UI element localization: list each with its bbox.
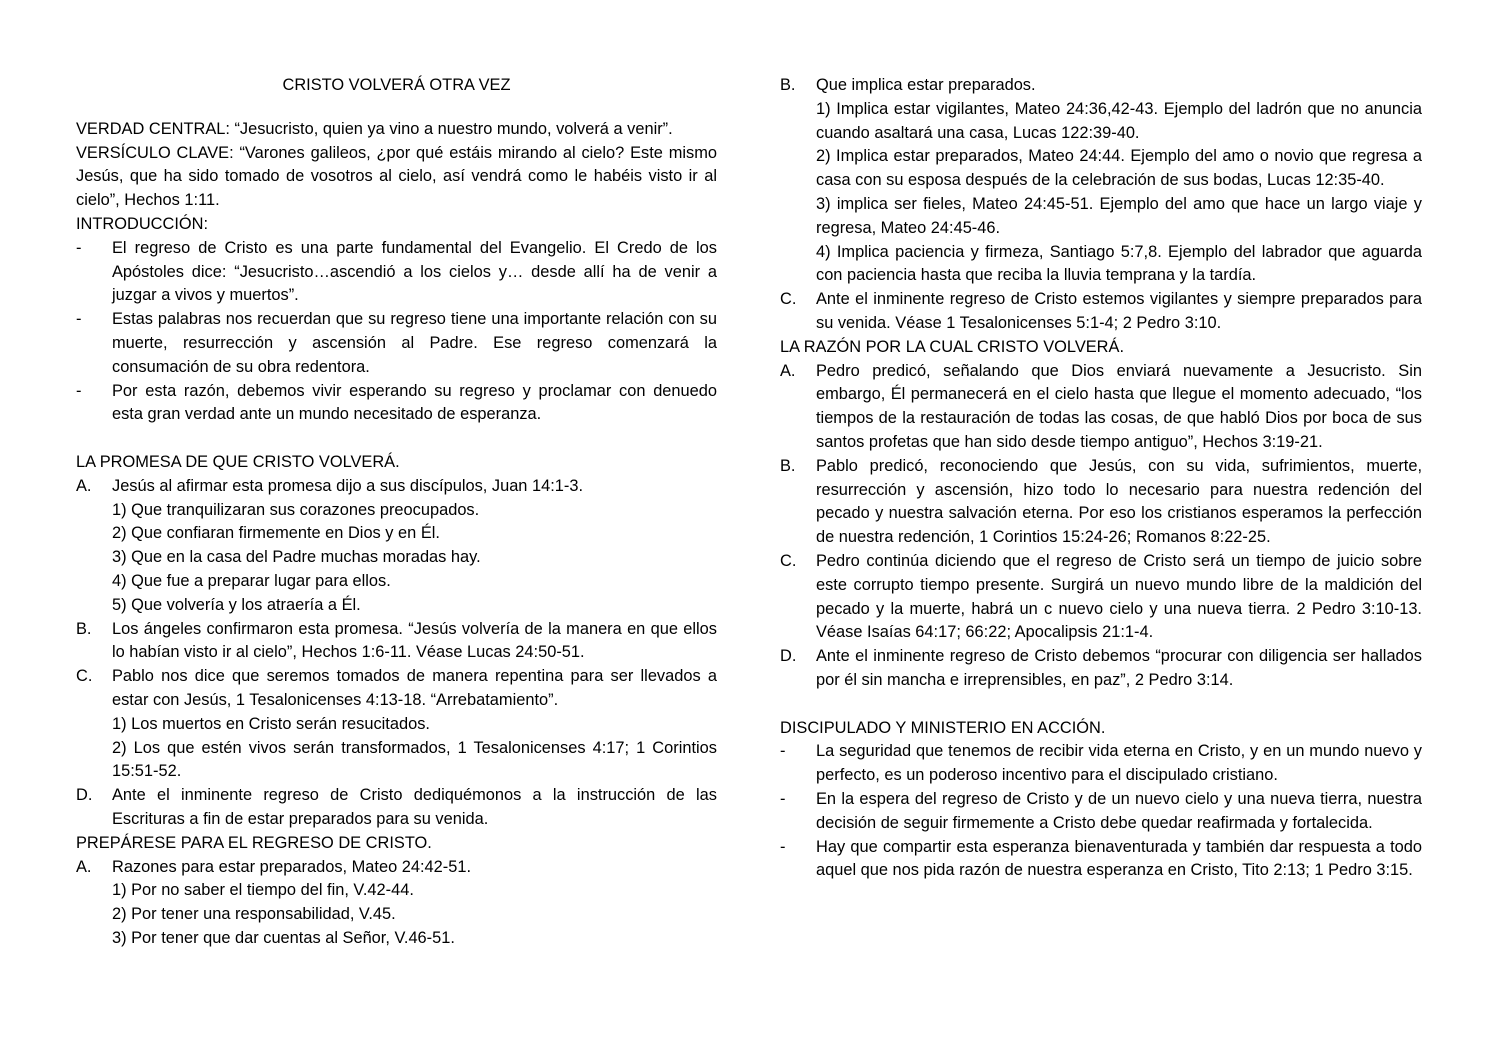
intro-item: - Por esta razón, debemos vivir esperando su regreso y proclamar con denuedo esta gran verdad ante un mundo necesitado de esperanza.	[76, 381, 717, 424]
verdad-central: VERDAD CENTRAL: “Jesucristo, quien ya vino a nuestro mundo, volverá a venir”.	[76, 119, 673, 138]
prepare-item-c: C. Ante el inminente regreso de Cristo estemos vigilantes y siempre preparados para su venida. Véase 1 Tesalonicenses 5:1-4; 2 Pedro 3:10.	[780, 290, 1422, 332]
promesa-c-sub: 2) Los que estén vivos serán transformados, 1 Tesalonicenses 4:17; 1 Corintios 15:51-52.	[112, 738, 717, 781]
razon-heading: LA RAZÓN POR LA CUAL CRISTO VOLVERÁ.	[780, 337, 1125, 356]
discipulado-heading: DISCIPULADO Y MINISTERIO EN ACCIÓN.	[780, 718, 1106, 737]
versiculo-clave: VERSÍCULO CLAVE: “Varones galileos, ¿por qué estáis mirando al cielo? Este mismo Jesús, que ha sido tomado de vosotros al cielo, así vendrá como le habéis visto ir al cielo”, Hechos 1:11.	[76, 143, 717, 210]
document-title: CRISTO VOLVERÁ OTRA VEZ	[282, 76, 511, 94]
intro-heading: INTRODUCCIÓN:	[76, 214, 209, 233]
razon-item-a: A. Pedro predicó, señalando que Dios enviará nuevamente a Jesucristo. Sin embargo, Él permanecerá en el cielo hasta que llegue el momento adecuado, “los tiempos de la restauración de todas las cosas, de que habló Dios por boca de sus santos profetas que han sido desde tiempo antiguo”, Hechos 3:19-21.	[780, 361, 1422, 451]
prepare-item-b: B. Que implica estar preparados.	[780, 76, 1036, 94]
prepare-b-sub: 1) Implica estar vigilantes, Mateo 24:36,42-43. Ejemplo del ladrón que no anuncia cuando asaltará una casa, Lucas 122:39-40.	[816, 99, 1422, 142]
razon-item-c: C. Pedro continúa diciendo que el regreso de Cristo será un tiempo de juicio sobre este corrupto tiempo presente. Surgirá un nuevo mundo libre de la maldición del pecado y la muerte, habrá un c nuevo cielo y una nueva tierra. 2 Pedro 3:10-13. Véase Isaías 64:17; 66:22; Apocalipsis 21:1-4.	[780, 551, 1422, 642]
prepare-item-a: A. Razones para estar preparados, Mateo 24:42-51.	[76, 857, 471, 876]
prepare-a-sub: 3) Por tener que dar cuentas al Señor, V.46-51.	[112, 928, 455, 947]
razon-item-d: D. Ante el inminente regreso de Cristo debemos “procurar con diligencia ser hallados por él sin mancha e irreprensibles, en paz”, 2 Pedro 3:14.	[780, 647, 1422, 689]
promesa-a-sub: 1) Que tranquilizaran sus corazones preocupados.	[112, 500, 480, 519]
promesa-item-c: C. Pablo nos dice que seremos tomados de manera repentina para ser llevados a estar con Jesús, 1 Tesalonicenses 4:13-18. “Arrebatamiento”.	[76, 667, 717, 709]
prepare-a-sub: 2) Por tener una responsabilidad, V.45.	[112, 905, 396, 924]
intro-item: - El regreso de Cristo es una parte fundamental del Evangelio. El Credo de los Apóstoles dice: “Jesucristo…ascendió a los cielos y… desde allí ha de venir a juzgar a vivos y muertos”.	[76, 238, 717, 305]
discipulado-item: - Hay que compartir esta esperanza bienaventurada y también dar respuesta a todo aquel que nos pida razón de nuestra esperanza en Cristo, Tito 2:13; 1 Pedro 3:15.	[780, 837, 1422, 880]
prepare-b-sub: 3) implica ser fieles, Mateo 24:45-51. Ejemplo del amo que hace un largo viaje y regresa, Mateo 24:45-46.	[816, 194, 1422, 237]
right-column	[780, 74, 1422, 883]
prepare-a-sub: 1) Por no saber el tiempo del fin, V.42-44.	[112, 881, 414, 900]
promesa-heading: LA PROMESA DE QUE CRISTO VOLVERÁ.	[76, 452, 400, 471]
left-column	[76, 74, 717, 951]
intro-item: - Estas palabras nos recuerdan que su regreso tiene una importante relación con su muerte, resurrección y ascensión al Padre. Ese regreso comenzará la consumación de su obra redentora.	[76, 310, 717, 376]
promesa-c-sub: 1) Los muertos en Cristo serán resucitados.	[112, 714, 430, 733]
discipulado-item: - La seguridad que tenemos de recibir vida eterna en Cristo, y en un mundo nuevo y perfecto, es un poderoso incentivo para el discipulado cristiano.	[780, 742, 1422, 785]
razon-item-b: B. Pablo predicó, reconociendo que Jesús, con su vida, sufrimientos, muerte, resurrección y ascensión, hizo todo lo necesario para nuestra redención del pecado y nuestra salvación eterna. Por eso los cristianos esperamos la perfección de nuestra redención, 1 Corintios 15:24-26; Romanos 8:22-25.	[780, 456, 1422, 547]
promesa-a-sub: 3) Que en la casa del Padre muchas moradas hay.	[112, 548, 481, 567]
promesa-item-a: A. Jesús al afirmar esta promesa dijo a sus discípulos, Juan 14:1-3.	[76, 476, 584, 495]
prepare-b-sub: 4) Implica paciencia y firmeza, Santiago 5:7,8. Ejemplo del labrador que aguarda con paciencia hasta que reciba la lluvia temprana y la tardía.	[816, 242, 1422, 285]
promesa-item-d: D. Ante el inminente regreso de Cristo dediquémonos a la instrucción de las Escrituras a fin de estar preparados para su venida.	[76, 786, 717, 828]
prepare-b-sub: 2) Implica estar preparados, Mateo 24:44. Ejemplo del amo o novio que regresa a casa con su esposa después de la celebración de sus bodas, Lucas 12:35-40.	[816, 147, 1422, 190]
promesa-a-sub: 4) Que fue a preparar lugar para ellos.	[112, 571, 391, 590]
promesa-a-sub: 2) Que confiaran firmemente en Dios y en Él.	[112, 524, 440, 543]
discipulado-item: - En la espera del regreso de Cristo y de un nuevo cielo y una nueva tierra, nuestra decisión de seguir firmemente a Cristo debe quedar reafirmada y fortalecida.	[780, 789, 1422, 832]
promesa-item-b: B. Los ángeles confirmaron esta promesa. “Jesús volvería de la manera en que ellos lo habían visto ir al cielo”, Hechos 1:6-11. Véase Lucas 24:50-51.	[76, 619, 717, 662]
promesa-a-sub: 5) Que volvería y los atraería a Él.	[112, 595, 361, 614]
prepare-heading: PREPÁRESE PARA EL REGRESO DE CRISTO.	[76, 833, 432, 852]
